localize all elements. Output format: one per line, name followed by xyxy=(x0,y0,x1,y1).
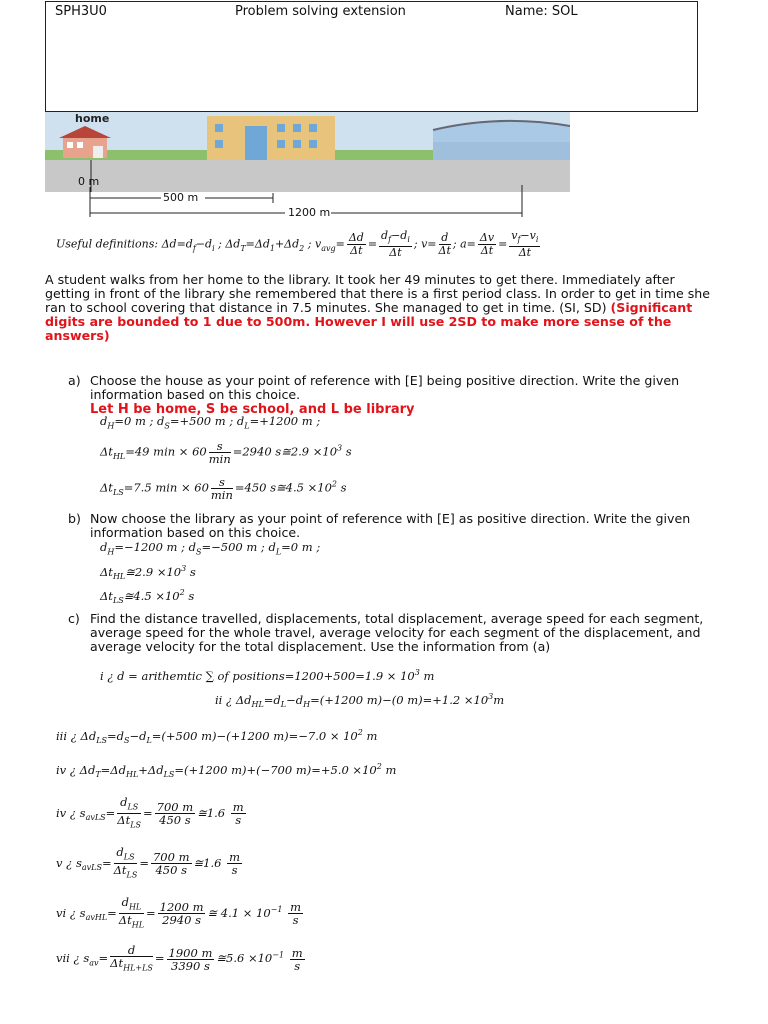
part-c-question: Find the distance travelled, displacements, total displacement, average speed for each segment, average speed for the whole travel, average velocity for each segment of the displacement, and average velocity for the total displacement. Use the information from (a) xyxy=(90,611,704,654)
part-c-vii: vii ¿ $s_{av}=$ $\frac{d}{\Delta t_{HL+LS}}$ = $\frac{1900 m}{3390 s}$ ≅5.6 $\times 10^{-1}$ $\frac{m}{s}$ xyxy=(56,943,303,973)
part-c-i: i ¿ d = arithemtic ∑ of positions=1200+500=1.9 × $10^3$ m xyxy=(100,668,435,683)
part-b-positions: $d_H=-1200$ m ; $d_S=-500$ m ; $d_L=0$ m ; xyxy=(100,540,321,557)
distance-1200-label: 1200 m xyxy=(288,206,331,219)
part-b-time-hl: $\Delta t_{HL}≅2.9 \times 10^3$ s xyxy=(100,564,196,582)
part-a-definitions: Let H be home, S be school, and L be library xyxy=(90,402,415,417)
street-scene-illustration xyxy=(45,112,570,192)
origin-label: 0 m xyxy=(78,175,100,188)
course-code: SPH3U0 xyxy=(55,4,107,19)
part-c-iii: iii ¿ $\Delta d_{LS}=d_S-d_L=(+500$ m)−(+1200 $m)=-7.0 \times 10^2$ m xyxy=(56,728,378,746)
part-c-label: c) xyxy=(68,611,80,626)
part-c-v1: iv ¿ $s_{avLS}=$ $\frac{d_{LS}}{\Delta t_{LS}}$ = $\frac{700 m}{450 s}$ ≅1.6 $\frac{m}{s}$ xyxy=(56,795,244,830)
useful-definitions: Useful definitions: $\Delta d=d_f-d_i$ ; $\Delta d_T=\Delta d_1+\Delta d_2$ ; $v_{avg}=$ $\frac{\Delta d}{\Delta t}$ = $\frac{d_f-d_i}{\Delta t}$ ; v= $\frac{d}{\Delta t}$ ; a= $\frac{\Delta v}{\Delta t}$ = $\frac{v_f-v_i}{\Delta t}$ xyxy=(56,229,539,260)
part-b-question: Now choose the library as your point of reference with [E] as positive direction. Write the given information based on this choice. xyxy=(90,511,691,540)
part-b-label: b) xyxy=(68,511,81,526)
part-a-time-ls: $\Delta t_{LS}=7.5$ min × 60 $\frac{s}{\min}$ =450 s≅4.5 $\times 10^2$ s xyxy=(100,475,347,502)
home-label: home xyxy=(75,112,110,125)
sig-digit-note: (Significant digits are bounded to 1 due to 500m. However I will use 2SD to make more sense of the answers) xyxy=(45,300,693,343)
part-b-time-ls: $\Delta t_{LS}≅4.5 \times 10^2$ s xyxy=(100,588,195,606)
part-c-v2: v ¿ $s_{avLS}=$ $\frac{d_{LS}}{\Delta t_{LS}}$ = $\frac{700 m}{450 s}$ ≅1.6 $\frac{m}{s}$ xyxy=(56,845,240,880)
school-building-icon xyxy=(433,121,570,160)
part-a-positions: $d_H=0$ m ; $d_S=+500$ m ; $d_L=+1200$ m ; xyxy=(100,414,321,431)
part-a-time-hl: $\Delta t_{HL}=49$ min × 60 $\frac{s}{\min}$ =2940 s≅2.9 $\times 10^3$ s xyxy=(100,439,352,466)
problem-statement: A student walks from her home to the library. It took her 49 minutes to get there. Immediately after getting in front of the library she remembered that there is a first period class. In order to get in time she ran to school covering that distance in 7.5 minutes. She managed to get in time. (SI, SD) (Significant digits are bounded to 1 due to 500m. However I will use 2SD to make more sense of the answers) xyxy=(45,272,711,343)
library-building-icon xyxy=(207,116,335,160)
part-c-vi: vi ¿ $s_{avHL}=$ $\frac{d_{HL}}{\Delta t_{HL}}$ = $\frac{1200 m}{2940 s}$ ≅ $4.1 \times 10^{-1}$ $\frac{m}{s}$ xyxy=(56,895,302,930)
part-c-iv: iv ¿ $\Delta d_T=\Delta d_{HL}+\Delta d_{LS}=(+1200$ m)+(−700 $m)=+5.0 \times 10^2$ m xyxy=(56,762,397,780)
student-name: Name: SOL xyxy=(505,4,578,19)
part-a-label: a) xyxy=(68,373,81,388)
worksheet-title: Problem solving extension xyxy=(235,4,406,19)
part-a-question: Choose the house as your point of reference with [E] being positive direction. Write the given information based on this choice. Let H be home, S be school, and L be library xyxy=(90,373,680,417)
part-c-ii: ii ¿ $\Delta d_{HL}=d_L-d_H=(+1200$ m)−(0 $m)=+1.2 \times 10^3m$ xyxy=(215,692,505,710)
distance-500-label: 500 m xyxy=(163,191,199,204)
